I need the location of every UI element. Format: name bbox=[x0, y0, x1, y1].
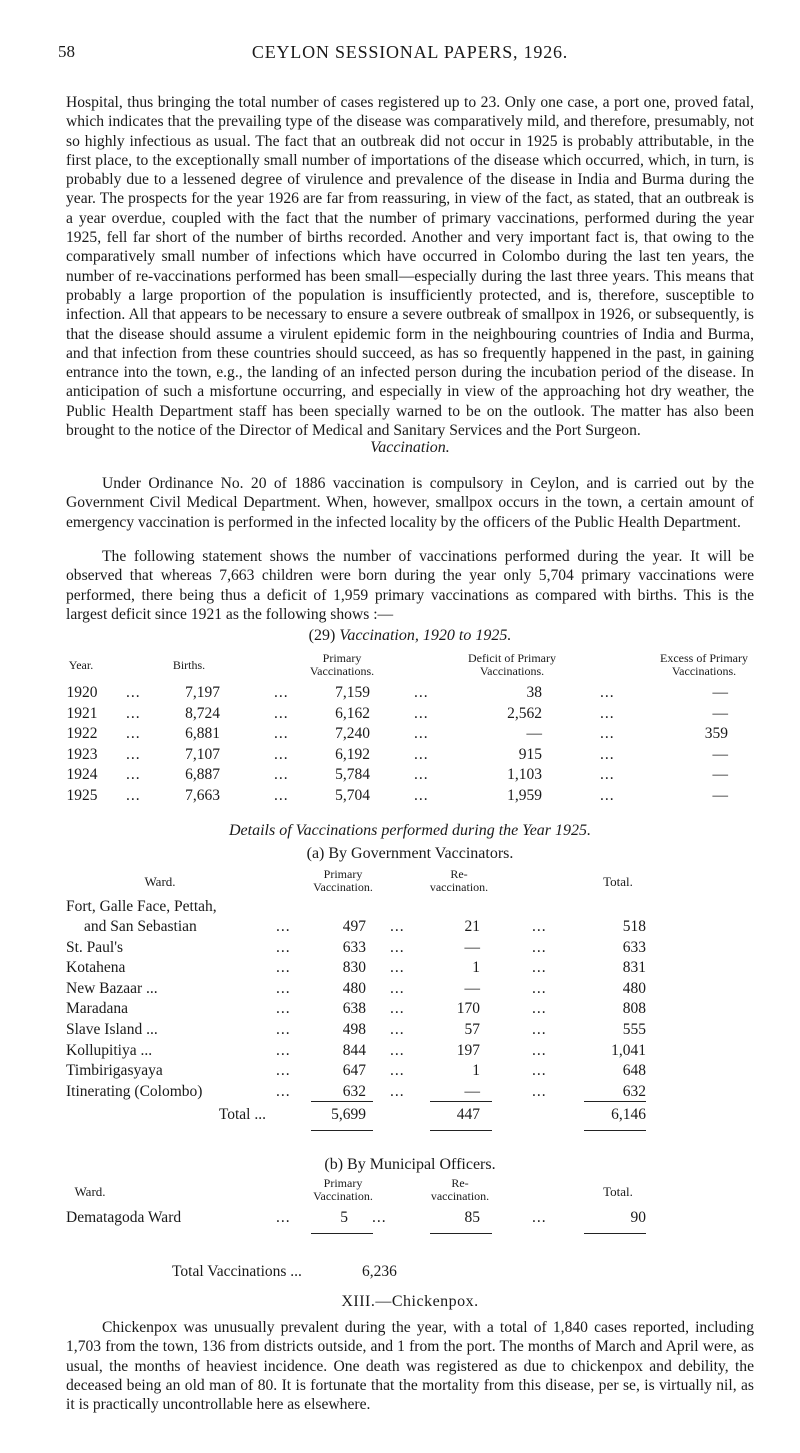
table29-excess: — bbox=[712, 704, 728, 722]
total-vaccinations-label: Total Vaccinations ... bbox=[172, 1263, 302, 1280]
details-b-total: 90 bbox=[630, 1209, 646, 1226]
details-primary: 497 bbox=[342, 918, 366, 935]
page-header bbox=[58, 42, 754, 72]
details-total-row bbox=[66, 1106, 754, 1126]
rule-b-primary bbox=[311, 1233, 373, 1234]
table29-births: 8,724 bbox=[185, 704, 220, 722]
table29-row: 1920 7,197 7,159 38 — ... ... ... ... bbox=[66, 684, 754, 704]
details-total: 808 bbox=[622, 1000, 646, 1018]
table29-title-text: Vaccination, 1920 to 1925. bbox=[339, 627, 512, 644]
details-header-primary: Primary Vaccination. bbox=[313, 867, 373, 894]
details-ward: Kotahena bbox=[66, 959, 126, 977]
table29-excess: — bbox=[712, 684, 728, 701]
table29-header-primary: Primary Vaccinations. bbox=[309, 651, 375, 678]
details-ward: Slave Island ... bbox=[66, 1021, 158, 1038]
details-primary: 647 bbox=[342, 1062, 366, 1080]
chickenpox-paragraph: Chickenpox was unusually prevalent during the year, with a total of 1,840 cases reported, including 1,703 from the town, 136 from districts outside, and 1 from the port. The months of March and April were, as usual, the months of heaviest incidence. One death was registered as due to chickenpox and debility, the deceased being an old man of 80. It is fortunate that the mortality from this disease, per se, is virtually nil, as it is practically uncontrollable here as elsewhere. bbox=[66, 1319, 754, 1414]
details-total: 555 bbox=[622, 1021, 646, 1038]
details-header-revacc: Re-vaccination. bbox=[429, 867, 489, 894]
details-ward: St. Paul's bbox=[66, 938, 124, 956]
table29-primary: 5,704 bbox=[335, 786, 370, 804]
rule-revacc-2 bbox=[430, 1130, 492, 1131]
details-total: 633 bbox=[622, 938, 646, 956]
table29-header-births: Births. bbox=[172, 658, 206, 672]
details-ward: Timbirigasyaya bbox=[66, 1062, 163, 1080]
table29-header-excess: Excess of Primary Vaccinations. bbox=[660, 651, 748, 678]
table29-excess: — bbox=[712, 766, 728, 783]
vaccination-paragraph-1: Under Ordinance No. 20 of 1886 vaccination is compulsory in Ceylon, and is carried out by the Government Civil Medical Department. When, however, smallpox occurs in the town, a certain amount of emergency vaccination is performed in the infected locality by the officers of the Public Health Department. bbox=[66, 475, 754, 531]
details-first-ward-line: Fort, Galle Face, Pettah, bbox=[66, 898, 217, 915]
details-b-header-primary: Primary Vaccination. bbox=[313, 1176, 373, 1203]
table29-excess: — bbox=[712, 786, 728, 804]
table29-year: 1922 bbox=[66, 725, 98, 742]
details-total: 831 bbox=[622, 959, 646, 977]
table29-deficit: 1,103 bbox=[507, 766, 542, 783]
table29-deficit: 38 bbox=[526, 684, 542, 701]
details-ward: Itinerating (Colombo) bbox=[66, 1082, 203, 1100]
rule-b-revacc bbox=[430, 1233, 492, 1234]
table29-primary: 7,240 bbox=[335, 725, 370, 742]
details-primary: 633 bbox=[342, 938, 366, 956]
details-b-header-ward: Ward. bbox=[74, 1184, 106, 1199]
details-row: and San Sebastian 497 21 518 ... ... ... bbox=[84, 918, 646, 935]
total-vaccinations-row bbox=[66, 1263, 754, 1283]
table29-row: 1922 6,881 7,240 — 359 ... ... ... ... bbox=[66, 725, 754, 745]
details-row: Slave Island ... 498 57 555 ... ... ... bbox=[66, 1021, 646, 1038]
table29-excess: 359 bbox=[704, 725, 728, 742]
details-total-primary: 5,699 bbox=[331, 1106, 366, 1123]
details-total: 518 bbox=[622, 918, 646, 935]
details-primary: 632 bbox=[342, 1082, 366, 1100]
table29-deficit: — bbox=[526, 725, 542, 742]
table29-year: 1920 bbox=[66, 684, 98, 701]
details-total: 648 bbox=[622, 1062, 646, 1080]
details-revacc: — bbox=[464, 1082, 480, 1100]
table29-births: 6,887 bbox=[185, 766, 220, 783]
details-ward: Kollupitiya ... bbox=[66, 1041, 153, 1059]
page-number: 58 bbox=[58, 42, 75, 61]
details-revacc: — bbox=[464, 938, 480, 956]
table29-births: 7,663 bbox=[185, 786, 220, 804]
details-primary: 638 bbox=[342, 1000, 366, 1018]
details-header bbox=[66, 868, 754, 896]
rule-total bbox=[584, 1101, 646, 1102]
rule-total-2 bbox=[584, 1130, 646, 1131]
details-total-label: Total ... bbox=[218, 1106, 266, 1123]
details-b-header-total: Total. bbox=[603, 1184, 633, 1199]
details-sub-b: (b) By Municipal Officers. bbox=[324, 1156, 496, 1173]
table29-body bbox=[66, 684, 754, 810]
details-total-total: 6,146 bbox=[611, 1106, 646, 1123]
table29-header-deficit: Deficit of Primary Vaccinations. bbox=[468, 651, 556, 678]
rule-revacc bbox=[430, 1101, 492, 1102]
details-b-header-revacc: Re-vaccination. bbox=[430, 1176, 490, 1203]
details-ward: Maradana bbox=[66, 1000, 128, 1018]
table29-year: 1924 bbox=[66, 766, 98, 783]
table29-row: 1921 8,724 6,162 2,562 — ... ... ... ... bbox=[66, 705, 754, 725]
details-row: New Bazaar ... 480 — 480 ... ... ... bbox=[66, 979, 646, 997]
vaccination-heading: Vaccination. bbox=[370, 439, 450, 456]
table29-year: 1923 bbox=[66, 745, 98, 763]
details-revacc: 1 bbox=[472, 1062, 480, 1080]
details-total-revacc: 447 bbox=[456, 1106, 480, 1123]
table29-row: 1923 7,107 6,192 915 — ... ... ... ... bbox=[66, 746, 754, 766]
details-sub-a: (a) By Government Vaccinators. bbox=[306, 845, 514, 862]
table29-primary: 5,784 bbox=[335, 766, 370, 783]
table29-year: 1925 bbox=[66, 786, 98, 804]
details-header-total: Total. bbox=[603, 874, 633, 889]
table29-header-year: Year. bbox=[68, 658, 94, 672]
details-primary: 844 bbox=[342, 1041, 366, 1059]
details-b-revacc: 85 bbox=[464, 1209, 480, 1226]
details-row: Maradana 638 170 808 ... ... ... bbox=[66, 1000, 646, 1018]
table29-births: 6,881 bbox=[185, 725, 220, 742]
details-b-ward: Dematagoda Ward bbox=[66, 1209, 182, 1226]
details-primary: 830 bbox=[342, 959, 366, 977]
details-row: Kotahena 830 1 831 ... ... ... bbox=[66, 959, 646, 977]
details-revacc: 21 bbox=[464, 918, 480, 935]
details-total: 480 bbox=[622, 979, 646, 997]
details-ward: New Bazaar ... bbox=[66, 979, 158, 997]
details-b-primary: 5 bbox=[340, 1209, 348, 1226]
table29-primary: 7,159 bbox=[335, 684, 370, 701]
table29-excess: — bbox=[712, 745, 728, 763]
details-revacc: 57 bbox=[464, 1021, 480, 1038]
intro-paragraph: Hospital, thus bringing the total number of cases registered up to 23. Only one case, a port one, proved fatal, which indicates that the prevailing type of the disease was comparatively mild, and therefore, presumably, not so highly infectious as usual. The fact that an outbreak did not occur in 1925 is probably attributable, in the first place, to the exceptionally small number of importations of the disease which occurred, which, in turn, is probably due to a lessened degree of virulence and prevalence of the disease in India and Burma during the year. The prospects for the year 1926 are far from reassuring, in view of the fact, as stated, that an outbreak is a year overdue, coupled with the fact that the number of primary vaccinations, performed during the year 1925, fell far short of the number of births recorded. Another and very important fact is, that owing to the comparatively small number of infections which have occurred in Colombo during the last ten years, the number of re-vaccinations performed has been small—especially during the last three years. This means that probably a large proportion of the population is insufficiently protected, and is, therefore, susceptible to infection. All that appears to be necessary to ensure a severe outbreak of smallpox in 1926, or subsequently, is that the disease should assume a virulent epidemic form in the neighbouring countries of India and Burma, and that infection from these countries should succeed, as has so frequently happened in the past, in gaining entrance into the town, e.g., the landing of an infected person during the incubation period of the disease. In anticipation of such a misfortune occurring, and especially in view of the approaching hot dry weather, the Public Health Department staff has been specially warned to be on the outlook. The matter has also been brought to the notice of the Director of Medical and Sanitary Services and the Port Surgeon. bbox=[66, 94, 754, 440]
table29-births: 7,107 bbox=[185, 745, 220, 763]
details-body bbox=[66, 918, 754, 1108]
details-ward: and San Sebastian bbox=[84, 918, 197, 935]
running-title: CEYLON SESSIONAL PAPERS, 1926. bbox=[251, 42, 569, 62]
details-row: Itinerating (Colombo) 632 — 632 ... ... ... bbox=[66, 1082, 646, 1100]
details-b-header bbox=[66, 1177, 754, 1205]
details-title: Details of Vaccinations performed during the Year 1925. bbox=[228, 822, 592, 839]
table29-deficit: 1,959 bbox=[507, 786, 542, 804]
details-b-row: Dematagoda Ward ... 5 ... 85 ... 90 bbox=[66, 1209, 646, 1226]
details-revacc: 1 bbox=[472, 959, 480, 977]
details-total: 632 bbox=[622, 1082, 646, 1100]
rule-primary-2 bbox=[311, 1130, 373, 1131]
chickenpox-heading: XIII.—Chickenpox. bbox=[341, 1293, 479, 1310]
details-revacc: — bbox=[464, 979, 480, 997]
rule-primary bbox=[311, 1101, 373, 1102]
details-total: 1,041 bbox=[611, 1041, 646, 1059]
table29-deficit: 915 bbox=[518, 745, 542, 763]
vaccination-paragraph-2: The following statement shows the number of vaccinations performed during the year. It will be observed that whereas 7,663 children were born during the year only 5,704 primary vaccinations were performed, there being thus a deficit of 1,959 primary vaccinations as compared with births. This is the largest deficit since 1921 as the following shows :— bbox=[66, 548, 754, 623]
table29-row: 1925 7,663 5,704 1,959 — ... ... ... ... bbox=[66, 787, 754, 807]
table29-row: 1924 6,887 5,784 1,103 — ... ... ... ... bbox=[66, 766, 754, 786]
details-revacc: 197 bbox=[456, 1041, 480, 1059]
table29-primary: 6,162 bbox=[335, 704, 370, 722]
rule-b-total bbox=[584, 1233, 646, 1234]
table29-title bbox=[66, 627, 754, 645]
table29-number: (29) bbox=[308, 627, 336, 644]
details-revacc: 170 bbox=[456, 1000, 480, 1018]
table29-year: 1921 bbox=[66, 704, 98, 722]
table29-deficit: 2,562 bbox=[507, 704, 542, 722]
details-header-ward: Ward. bbox=[144, 874, 176, 889]
details-row: St. Paul's 633 — 633 ... ... ... bbox=[66, 938, 646, 956]
total-vaccinations-value: 6,236 bbox=[362, 1263, 397, 1280]
table29-primary: 6,192 bbox=[335, 745, 370, 763]
details-primary: 498 bbox=[342, 1021, 366, 1038]
details-primary: 480 bbox=[342, 979, 366, 997]
details-row: Timbirigasyaya 647 1 648 ... ... ... bbox=[66, 1062, 646, 1080]
table29-births: 7,197 bbox=[185, 684, 220, 701]
details-row: Kollupitiya ... 844 197 1,041 ... ... ... bbox=[66, 1041, 646, 1059]
